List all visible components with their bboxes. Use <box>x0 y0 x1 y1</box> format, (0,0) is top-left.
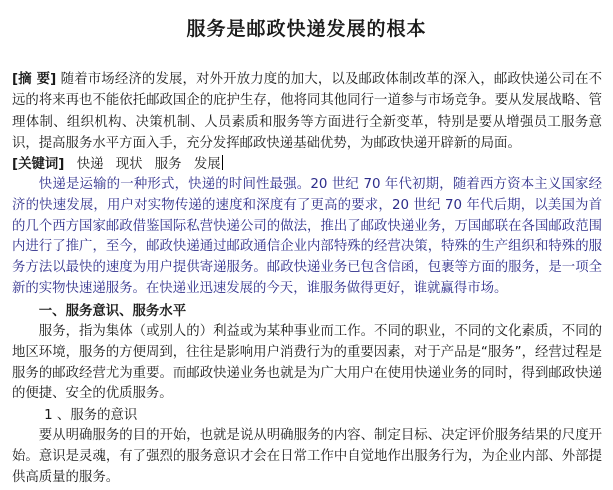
section-heading-1: 一、服务意识、服务水平 <box>38 304 187 319</box>
paragraph-service: 服务，指为集体（或别人的）利益或为某种事业而工作。不同的职业，不同的文化素质，不同的地区环境，服务的方便周到，往往是影响用户消费行为的重要因素，对于产品是“服务”，经营过程是服务的邮政经营尤为重要。而邮政快递业务也就是为广大用户在使用快递业务的同时，得到邮政快递的便捷、安全的优质服务。 <box>12 324 602 402</box>
text-cursor <box>222 155 223 170</box>
abstract-tag: [摘 要] <box>12 72 57 87</box>
paragraph-awareness: 要从明确服务的目的开始，也就是说从明确服务的内容、制定目标、决定评价服务结果的尺度开始。意识是灵魂，有了强烈的服务意识才会在日常工作中自觉地作出服务行为，为企业内部、外部提供高质量的服务。 <box>12 428 602 485</box>
keyword: 发展 <box>193 157 221 172</box>
keywords-line <box>12 154 602 175</box>
keywords-tag: [关键词] <box>12 157 65 172</box>
document-title: 服务是邮政快递发展的根本 <box>186 18 427 40</box>
keyword: 服务 <box>154 157 182 172</box>
keyword: 快递 <box>76 157 104 172</box>
subsection-heading-1: 1 、服务的意识 <box>44 408 138 423</box>
abstract-text: 随着市场经济的发展，对外开放力度的加大，以及邮政体制改革的深入，邮政快递公司在不远的将来再也不能依托邮政国企的庇护生存，他将同其他同行一道参与市场竞争。要从发展战略、管理体制、组织机构、决策机制、人员素质和服务等方面进行全新变革，特别是要从增强员工服务意识，提高服务水平方面入手，充分发挥邮政快递基础优势，为邮政快递开辟新的局面。 <box>12 72 602 151</box>
paragraph-intro: 快递是运输的一种形式，快递的时间性最强。20 世纪 70 年代初期，随着西方资本主义国家经济的快速发展，用户对实物传递的速度和深度有了更高的要求，20 世纪 70 年代后期，以美国为首的几个西方国家邮政借鉴国际私营快递公司的做法，推出了邮政快递业务，万国邮联在各国邮政范围内进行了推广，至今，邮政快递通过邮政通信企业内部特殊的经营决策，特殊的生产组织和特殊的服务方法以最快的速度为用户提供寄递服务。邮政快递业务已包含信函，包裹等方面的服务，是一项全新的实物快速递服务。在快递业迅速发展的今天，谁服务做得更好，谁就赢得市场。 <box>12 177 602 296</box>
keyword: 现状 <box>115 157 143 172</box>
abstract-paragraph <box>12 69 602 154</box>
